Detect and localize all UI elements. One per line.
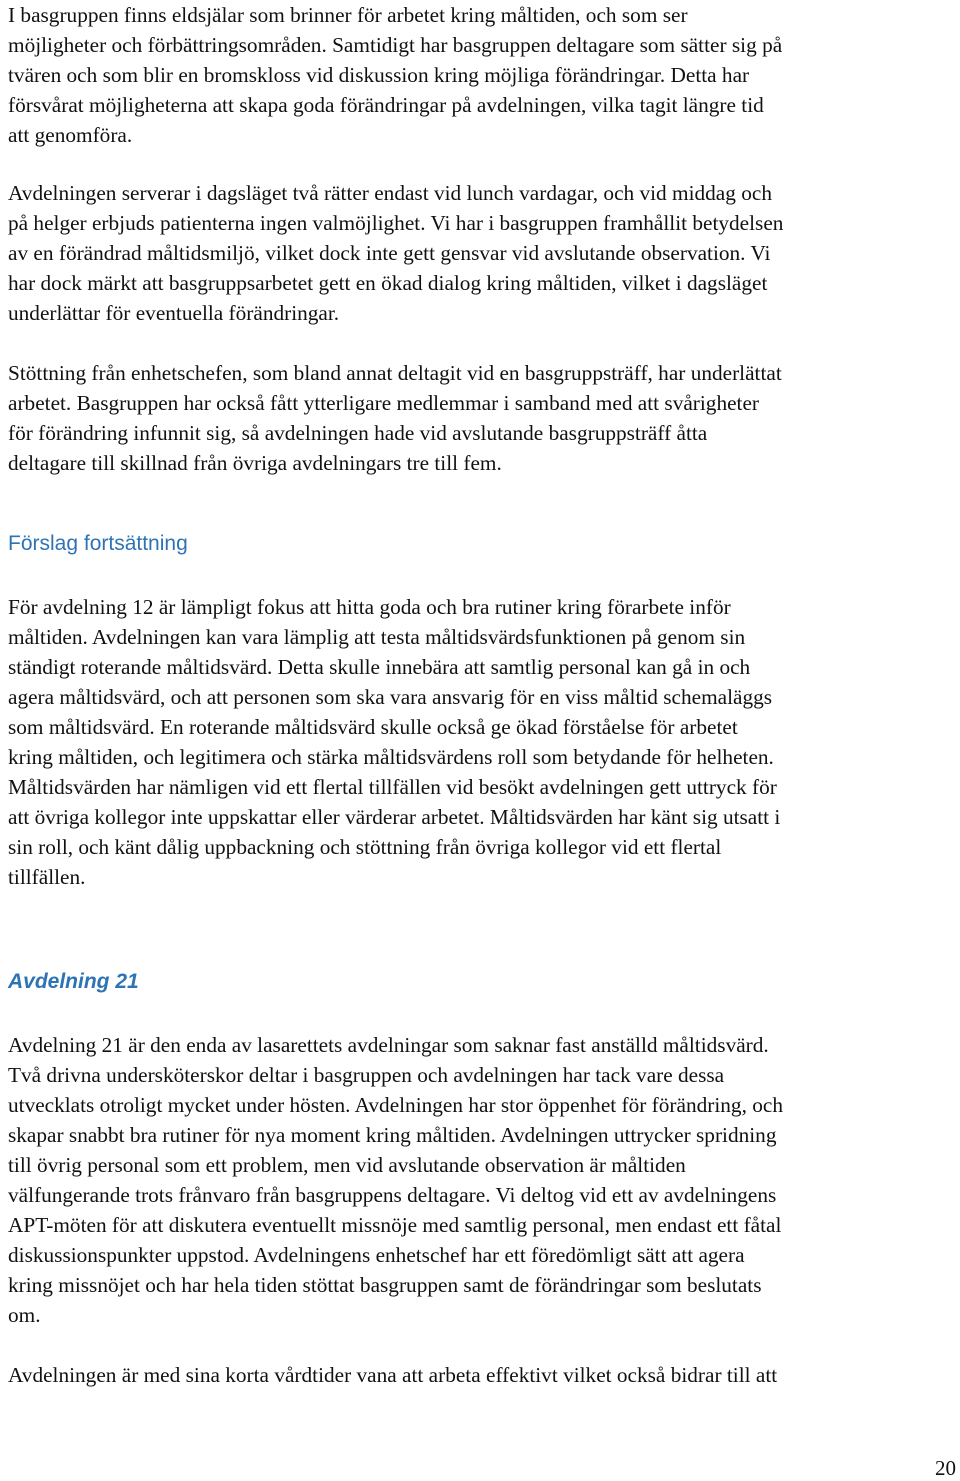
paragraph	[8, 592, 780, 892]
text-line: som måltidsvärd. En roterande måltidsvärd skulle också ge ökad förståelse för arbetet	[8, 715, 738, 739]
text-line: För avdelning 12 är lämpligt fokus att hitta goda och bra rutiner kring förarbete inför	[8, 595, 731, 619]
page-number: 20	[935, 1456, 956, 1480]
text-line: ständigt roterande måltidsvärd. Detta skulle innebära att samtlig personal kan gå in och	[8, 655, 751, 679]
text-line: Stöttning från enhetschefen, som bland annat deltagit vid en basgruppsträff, har underlättat	[8, 361, 782, 385]
text-line: agera måltidsvärd, och att personen som ska vara ansvarig för en viss måltid schemaläggs	[8, 685, 773, 709]
text-line: möjligheter och förbättringsområden. Samtidigt har basgruppen deltagare som sätter sig på	[8, 33, 783, 57]
text-line: deltagare till skillnad från övriga avdelningars tre till fem.	[8, 451, 502, 475]
text-line: att övriga kollegor inte uppskattar eller värderar arbetet. Måltidsvärden har känt sig utsatt i	[8, 805, 781, 829]
text-line: diskussionspunkter uppstod. Avdelningens enhetschef har ett föredömligt sätt att agera	[8, 1243, 745, 1267]
text-line: arbetet. Basgruppen har också fått ytterligare medlemmar i samband med att svårigheter	[8, 391, 760, 415]
text-line: till övrig personal som ett problem, men vid avslutande observation är måltiden	[8, 1153, 686, 1177]
text-line: måltiden. Avdelningen kan vara lämplig att testa måltidsvärdsfunktionen på genom sin	[8, 625, 746, 649]
text-line: välfungerande trots frånvaro från basgruppens deltagare. Vi deltog vid ett av avdelningens	[8, 1183, 777, 1207]
section-heading: Avdelning 21	[8, 970, 139, 993]
paragraph	[8, 358, 782, 478]
text-line: tillfällen.	[8, 865, 86, 889]
text-line: på helger erbjuds patienterna ingen valmöjlighet. Vi har i basgruppen framhållit betydelsen	[8, 211, 784, 235]
text-line: har dock märkt att basgruppsarbetet gett en ökad dialog kring måltiden, vilket i dagsläget	[8, 271, 768, 295]
text-line: tvären och som blir en bromskloss vid diskussion kring möjliga förändringar. Detta har	[8, 63, 750, 87]
text-line: Avdelningen serverar i dagsläget två rätter endast vid lunch vardagar, och vid middag och	[8, 181, 772, 205]
text-line: underlättar för eventuella förändringar.	[8, 301, 340, 325]
text-line: Två drivna undersköterskor deltar i basgruppen och avdelningen har tack vare dessa	[8, 1063, 725, 1087]
text-line: om.	[8, 1303, 41, 1327]
text-line: Avdelningen är med sina korta vårdtider vana att arbeta effektivt vilket också bidrar till att	[8, 1363, 778, 1387]
text-line: sin roll, och känt dålig uppbackning och stöttning från övriga kollegor vid ett flertal	[8, 835, 722, 859]
paragraph	[8, 1030, 783, 1330]
text-line: kring missnöjet och har hela tiden stöttat basgruppen samt de förändringar som beslutats	[8, 1273, 762, 1297]
text-line: I basgruppen finns eldsjälar som brinner för arbetet kring måltiden, och som ser	[8, 3, 688, 27]
text-line: skapar snabbt bra rutiner för nya moment kring måltiden. Avdelningen uttrycker spridning	[8, 1123, 777, 1147]
text-line: APT-möten för att diskutera eventuellt missnöje med samtlig personal, men endast ett fåtal	[8, 1213, 782, 1237]
text-line: Måltidsvärden har nämligen vid ett flertal tillfällen vid besökt avdelningen gett uttryck för	[8, 775, 777, 799]
text-line: utvecklats otroligt mycket under hösten. Avdelningen har stor öppenhet för förändring, och	[8, 1093, 783, 1117]
paragraph	[8, 1360, 777, 1390]
paragraph	[8, 0, 782, 150]
text-line: kring måltiden, och legitimera och stärka måltidsvärdens roll som betydande för helheten.	[8, 745, 774, 769]
text-line: Avdelning 21 är den enda av lasarettets avdelningar som saknar fast anställd måltidsvärd.	[8, 1033, 769, 1057]
text-line: försvårat möjligheterna att skapa goda förändringar på avdelningen, vilka tagit längre tid	[8, 93, 764, 117]
paragraph	[8, 178, 783, 328]
text-line: att genomföra.	[8, 123, 133, 147]
text-line: för förändring infunnit sig, så avdelningen hade vid avslutande basgruppsträff åtta	[8, 421, 708, 445]
section-heading: Förslag fortsättning	[8, 532, 188, 555]
text-line: av en förändrad måltidsmiljö, vilket dock inte gett gensvar vid avslutande observation. Vi	[8, 241, 771, 265]
